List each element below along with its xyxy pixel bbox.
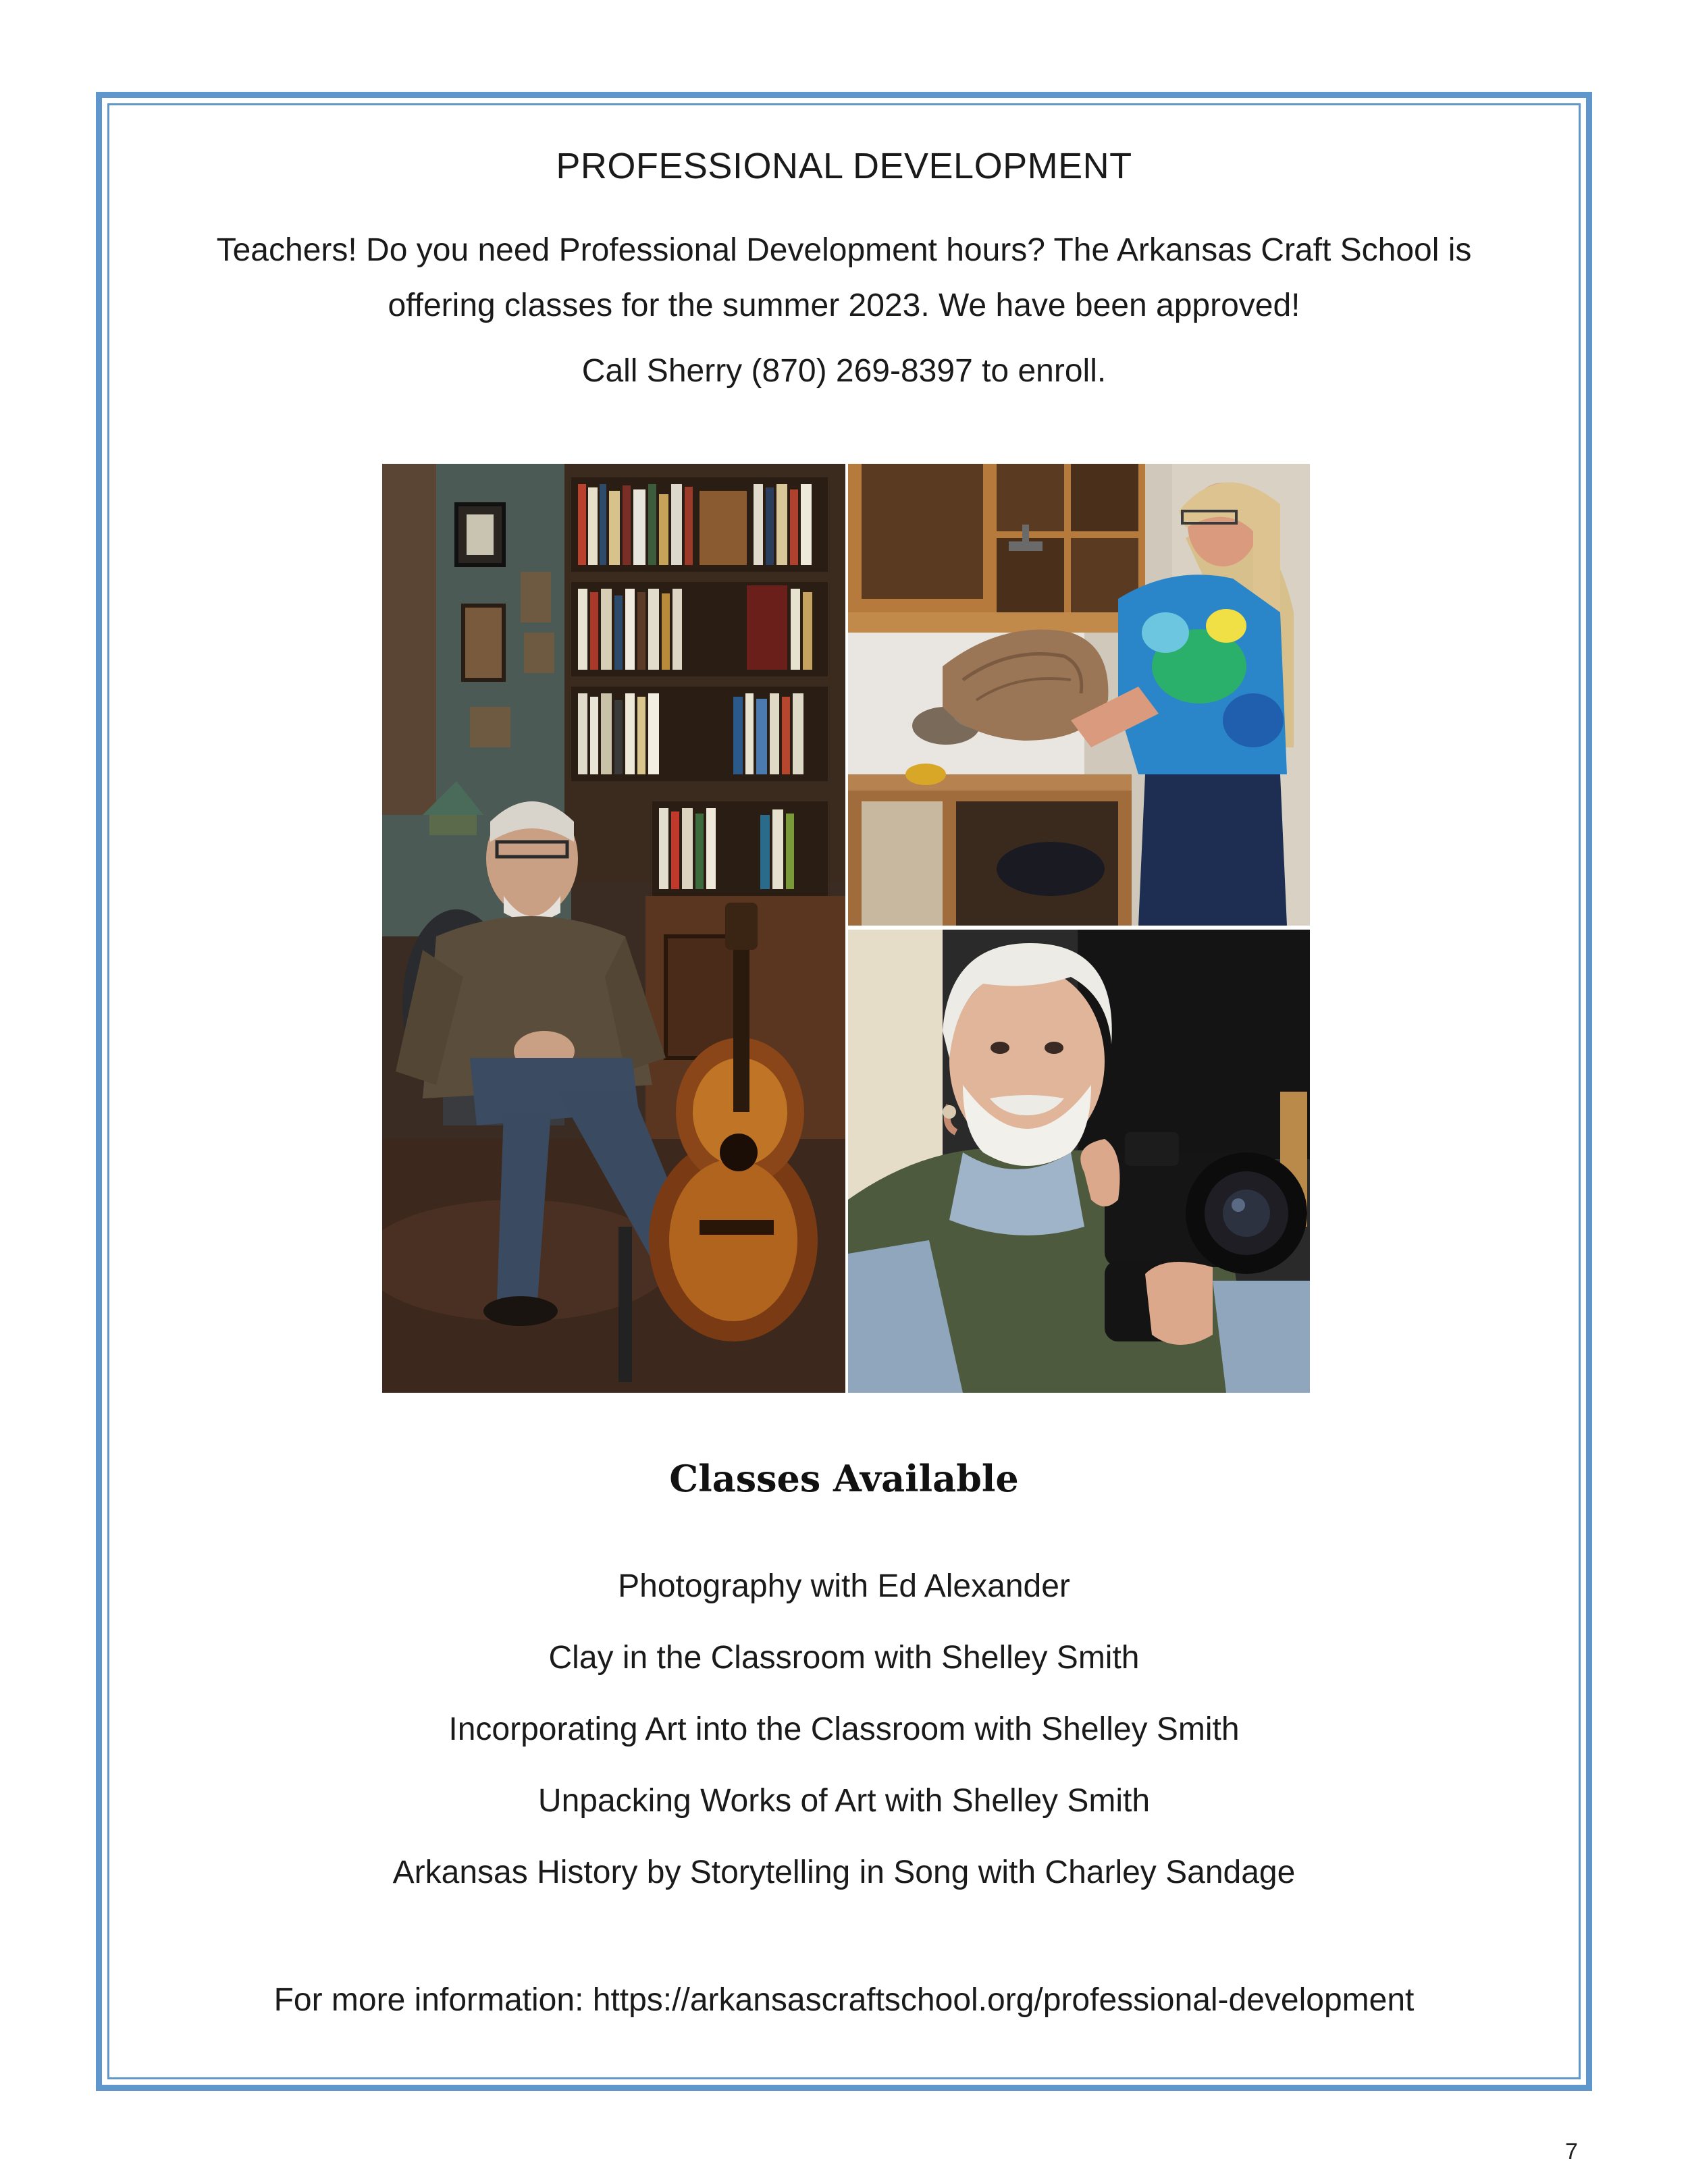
classes-heading: Classes Available (669, 1457, 1019, 1500)
class-item: Arkansas History by Storytelling in Song with Charley Sandage (392, 1855, 1296, 1890)
intro-line-2: offering classes for the summer 2023. We have been approved! (388, 288, 1300, 323)
intro-line-1: Teachers! Do you need Professional Development hours? The Arkansas Craft School is (216, 232, 1472, 268)
page-number: 7 (1565, 2139, 1578, 2164)
more-info-link[interactable]: For more information: https://arkansascraftschool.org/professional-development (273, 1982, 1415, 2018)
photo-man-with-guitar (382, 464, 845, 1393)
photo-woman-with-clay-icon (848, 464, 1310, 926)
call-to-enroll: Call Sherry (870) 269-8397 to enroll. (581, 353, 1107, 389)
photo-man-with-camera (848, 930, 1310, 1393)
class-item: Clay in the Classroom with Shelley Smith (548, 1640, 1140, 1676)
photo-collage (382, 464, 1310, 1393)
intro-paragraph (0, 223, 1688, 334)
class-list (0, 1566, 1688, 1924)
class-item: Incorporating Art into the Classroom with Shelley Smith (448, 1711, 1240, 1747)
page-title: PROFESSIONAL DEVELOPMENT (556, 146, 1132, 186)
class-item: Photography with Ed Alexander (618, 1568, 1070, 1604)
class-item: Unpacking Works of Art with Shelley Smith (537, 1783, 1151, 1819)
photo-man-with-guitar-icon (382, 464, 845, 1393)
photo-man-with-camera-icon (848, 930, 1310, 1393)
photo-woman-with-clay (848, 464, 1310, 926)
